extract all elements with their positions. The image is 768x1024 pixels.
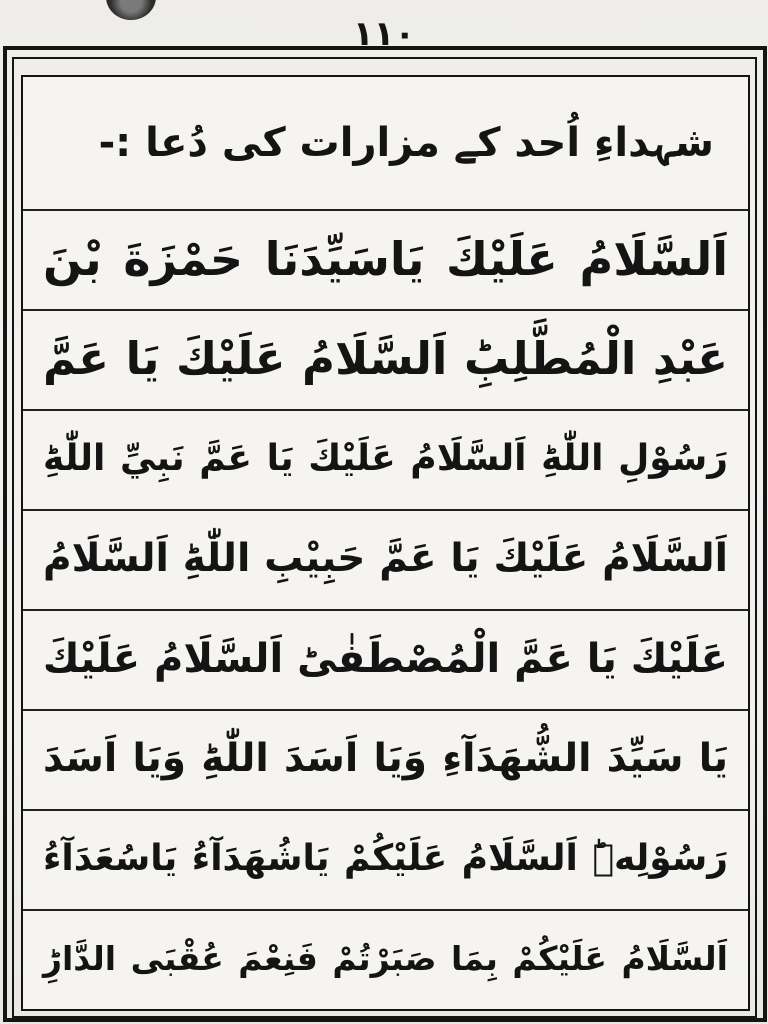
page-number: ١١٠ (352, 14, 416, 54)
dua-line: يَا سَيِّدَ الشُّهَدَآءِ وَيَا اَسَدَ اللّٰهِؕ وَيَا اَسَدَ (23, 709, 748, 809)
dua-line: اَلسَّلَامُ عَلَيْكَ يَا عَمَّ حَبِيْبِ اللّٰهِؕ اَلسَّلَامُ (23, 509, 748, 609)
dua-line: رَسُوْلِهٖؕ اَلسَّلَامُ عَلَيْكُمْ يَاشُهَدَآءُ يَاسُعَدَآءُ (23, 809, 748, 909)
dua-line: رَسُوْلِ اللّٰهِؕ اَلسَّلَامُ عَلَيْكَ يَا عَمَّ نَبِيِّ اللّٰهِؕ (23, 409, 748, 509)
dua-heading: شہداءِ اُحد کے مزارات کی دُعا :- (98, 120, 714, 166)
dua-line: اَلسَّلَامُ عَلَيْكَ يَاسَيِّدَنَا حَمْزَةَ بْنَ (23, 209, 748, 309)
dua-line: عَلَيْكَ يَا عَمَّ الْمُصْطَفٰىؕ اَلسَّلَامُ عَلَيْكَ (23, 609, 748, 709)
dua-line: عَبْدِ الْمُطَّلِبِؕ اَلسَّلَامُ عَلَيْكَ يَا عَمَّ (23, 309, 748, 409)
dua-box (21, 75, 750, 1011)
dua-line: اَلسَّلَامُ عَلَيْكُمْ بِمَا صَبَرْتُمْ فَنِعْمَ عُقْبَى الدَّارِؕ (23, 909, 748, 1009)
